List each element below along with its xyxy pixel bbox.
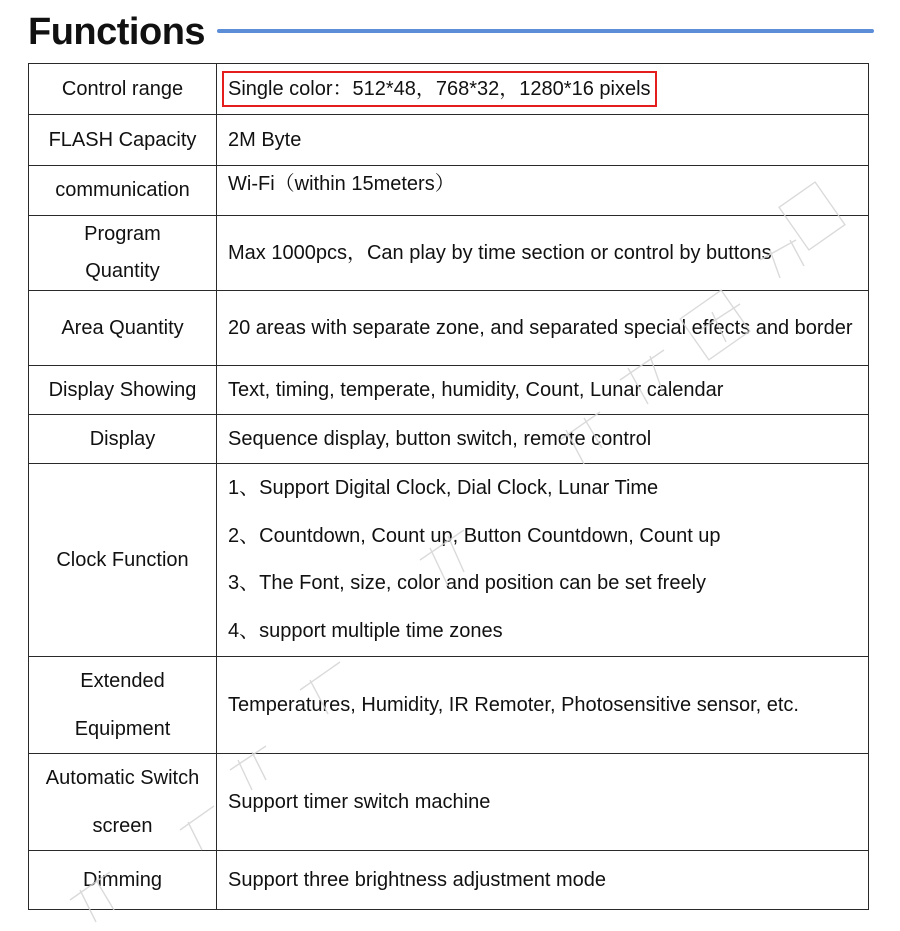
row-value: Support timer switch machine bbox=[217, 754, 869, 851]
row-label: Area Quantity bbox=[29, 291, 217, 366]
section-heading bbox=[28, 8, 874, 56]
row-label-cell bbox=[29, 754, 217, 851]
row-label-line: screen bbox=[92, 815, 153, 837]
row-label: Control range bbox=[29, 64, 217, 115]
row-value: Wi-Fi（within 15meters） bbox=[217, 166, 869, 216]
functions-table bbox=[28, 63, 869, 910]
row-label: Clock Function bbox=[29, 464, 217, 657]
row-label-cell bbox=[29, 657, 217, 754]
row-label: Dimming bbox=[29, 851, 217, 910]
highlighted-value: Single color：512*48，768*32，1280*16 pixels bbox=[222, 71, 657, 107]
row-label-line: Automatic Switch bbox=[45, 767, 200, 789]
row-value: 20 areas with separate zone, and separated special effects and border bbox=[217, 291, 869, 366]
heading-rule bbox=[217, 29, 874, 33]
row-label-line: Program bbox=[84, 223, 161, 245]
list-item: 4、support multiple time zones bbox=[228, 619, 503, 642]
row-value-cell bbox=[217, 64, 869, 115]
row-value: Sequence display, button switch, remote control bbox=[217, 415, 869, 464]
page-title: Functions bbox=[28, 11, 206, 53]
list-item: 1、Support Digital Clock, Dial Clock, Lunar Time bbox=[228, 477, 659, 499]
row-label-line: Extended bbox=[80, 670, 165, 692]
table-row-program-quantity bbox=[29, 216, 869, 291]
row-label: Display Showing bbox=[29, 366, 217, 415]
list-item: 2、Countdown, Count up, Button Countdown, Count up bbox=[228, 524, 721, 547]
table-row-clock-function bbox=[29, 464, 869, 657]
row-value: Support three brightness adjustment mode bbox=[217, 851, 869, 910]
table-row-communication bbox=[29, 166, 869, 216]
row-label-cell bbox=[29, 216, 217, 291]
row-label-line: Equipment bbox=[74, 718, 171, 740]
table-row-control-range bbox=[29, 64, 869, 115]
table-row-automatic-switch bbox=[29, 754, 869, 851]
row-value: Text, timing, temperate, humidity, Count, Lunar calendar bbox=[217, 366, 869, 415]
row-label: communication bbox=[29, 166, 217, 216]
row-label-line: Quantity bbox=[85, 260, 160, 282]
table-row-area-quantity bbox=[29, 291, 869, 366]
table-row-flash-capacity bbox=[29, 115, 869, 166]
list-item: 3、The Font, size, color and position can be set freely bbox=[228, 572, 707, 594]
row-label: FLASH Capacity bbox=[29, 115, 217, 166]
table-row-extended-equipment bbox=[29, 657, 869, 754]
row-value: 2M Byte bbox=[217, 115, 869, 166]
table-row-dimming bbox=[29, 851, 869, 910]
row-value: Max 1000pcs，Can play by time section or control by buttons bbox=[217, 216, 869, 291]
row-value-list bbox=[217, 464, 869, 657]
table-row-display bbox=[29, 415, 869, 464]
row-value: Temperatures, Humidity, IR Remoter, Photosensitive sensor, etc. bbox=[217, 657, 869, 754]
row-label: Display bbox=[29, 415, 217, 464]
table-row-display-showing bbox=[29, 366, 869, 415]
